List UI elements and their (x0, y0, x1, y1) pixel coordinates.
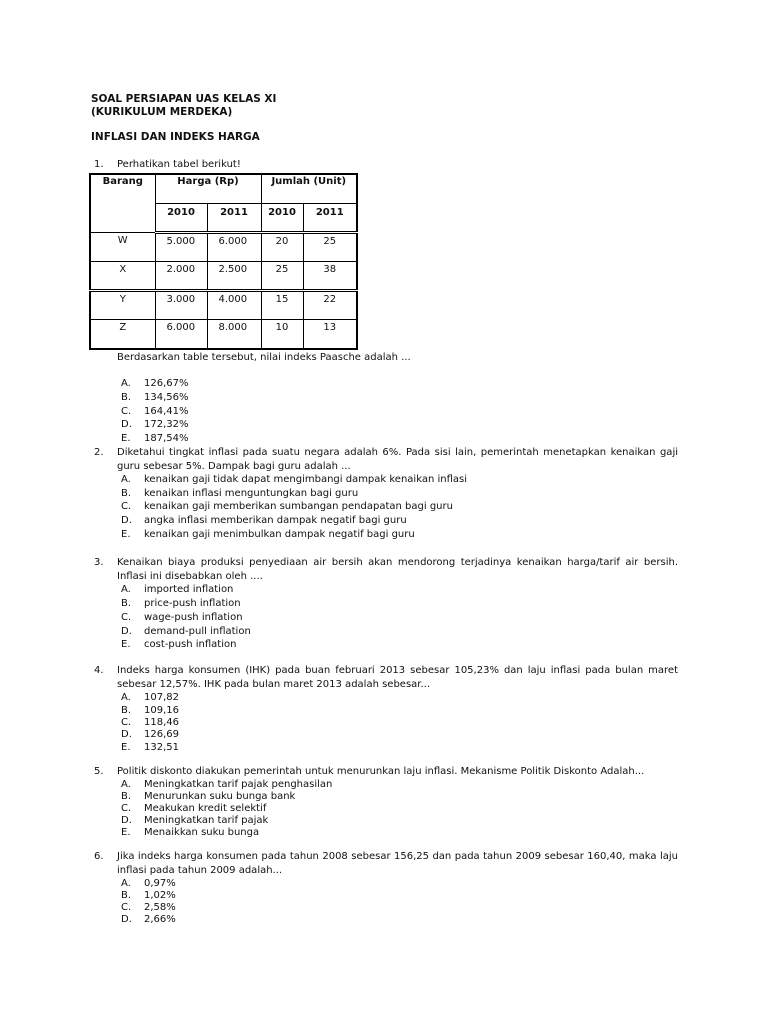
answer-option: D. 172,32% (121, 419, 189, 430)
answer-option: A. kenaikan gaji tidak dapat mengimbangi dampak kenaikan inflasi (121, 474, 467, 485)
answer-option: B. Menurunkan suku bunga bank (121, 791, 296, 802)
table-header-year: 2011 (303, 203, 357, 232)
answer-option: C. 2,58% (121, 902, 176, 913)
table-header-year: 2010 (155, 203, 207, 232)
table-cell: 38 (303, 261, 357, 290)
question-number: 3. (94, 557, 104, 568)
table-row (90, 320, 357, 349)
answer-option: C. 118,46 (121, 717, 179, 728)
answer-option: A. 126,67% (121, 378, 189, 389)
answer-option: C. 164,41% (121, 406, 189, 417)
answer-option: B. price-push inflation (121, 598, 241, 609)
answer-option: B. 1,02% (121, 890, 176, 901)
answer-option: B. kenaikan inflasi menguntungkan bagi guru (121, 488, 359, 499)
question-text: Kenaikan biaya produksi penyediaan air bersih akan mendorong terjadinya kenaikan harga/tarif air bersih. Inflasi ini disebabkan oleh .... (117, 557, 678, 582)
question-text: Berdasarkan table tersebut, nilai indeks Paasche adalah ... (117, 352, 411, 363)
answer-option: A. 0,97% (121, 878, 176, 889)
doc-title: SOAL PERSIAPAN UAS KELAS XI (91, 93, 277, 105)
answer-option: C. kenaikan gaji memberikan sumbangan pendapatan bagi guru (121, 501, 453, 512)
table-cell: 10 (261, 320, 303, 349)
table-cell: 6.000 (207, 232, 261, 261)
answer-option: D. angka inflasi memberikan dampak negatif bagi guru (121, 515, 407, 526)
answer-option: E. 132,51 (121, 742, 179, 753)
question-intro: Perhatikan tabel berikut! (117, 159, 241, 170)
table-cell: 22 (303, 291, 357, 320)
table-header-barang: Barang (90, 174, 155, 232)
table-cell: Z (90, 320, 155, 349)
question-text: Jika indeks harga konsumen pada tahun 2008 sebesar 156,25 dan pada tahun 2009 sebesar 160,40, maka laju inflasi pada tahun 2009 adalah... (117, 851, 678, 876)
question-text: Indeks harga konsumen (IHK) pada buan februari 2013 sebesar 105,23% dan laju inflasi pada bulan maret sebesar 12,57%. IHK pada bulan maret 2013 adalah sebesar... (117, 665, 678, 690)
answer-option: C. Meakukan kredit selektif (121, 803, 267, 814)
answer-option: E. Menaikkan suku bunga (121, 827, 260, 838)
table-row (90, 232, 357, 261)
table-cell: 3.000 (155, 291, 207, 320)
table-cell: 25 (261, 261, 303, 290)
table-cell: 6.000 (155, 320, 207, 349)
topic-heading: INFLASI DAN INDEKS HARGA (91, 131, 260, 143)
answer-option: B. 109,16 (121, 705, 179, 716)
answer-option: D. Meningkatkan tarif pajak (121, 815, 269, 826)
table-header-jumlah: Jumlah (Unit) (261, 174, 357, 203)
table-cell: 5.000 (155, 232, 207, 261)
table-header-year: 2011 (207, 203, 261, 232)
question-text: Politik diskonto diakukan pemerintah untuk menurunkan laju inflasi. Mekanisme Politik Diskonto Adalah... (117, 766, 645, 777)
question-text: Diketahui tingkat inflasi pada suatu negara adalah 6%. Pada sisi lain, pemerintah menetapkan kenaikan gaji guru sebesar 5%. Dampak bagi guru adalah ... (117, 447, 678, 472)
answer-option: D. 2,66% (121, 914, 176, 925)
question-number: 6. (94, 851, 104, 862)
table-cell: 15 (261, 291, 303, 320)
table-header-harga: Harga (Rp) (155, 174, 261, 203)
table-cell: 4.000 (207, 291, 261, 320)
answer-option: A. Meningkatkan tarif pajak penghasilan (121, 779, 333, 790)
table-cell: 2.500 (207, 261, 261, 290)
answer-option: C. wage-push inflation (121, 612, 243, 623)
question-number: 1. (94, 159, 104, 170)
table-cell: 2.000 (155, 261, 207, 290)
table-cell: W (90, 232, 155, 261)
answer-option: D. 126,69 (121, 729, 179, 740)
table-cell: 13 (303, 320, 357, 349)
question-number: 5. (94, 766, 104, 777)
table-cell: X (90, 261, 155, 290)
table-row (90, 261, 357, 290)
table-cell: 8.000 (207, 320, 261, 349)
answer-option: E. cost-push inflation (121, 639, 237, 650)
answer-option: A. imported inflation (121, 584, 234, 595)
answer-option: A. 107,82 (121, 692, 179, 703)
table-cell: 20 (261, 232, 303, 261)
data-table (89, 173, 358, 350)
doc-subtitle: (KURIKULUM MERDEKA) (91, 106, 233, 118)
table-row (90, 291, 357, 320)
answer-option: B. 134,56% (121, 392, 189, 403)
answer-option: D. demand-pull inflation (121, 626, 251, 637)
answer-option: E. kenaikan gaji menimbulkan dampak negatif bagi guru (121, 529, 415, 540)
table-header-year: 2010 (261, 203, 303, 232)
question-number: 2. (94, 447, 104, 458)
table-cell: 25 (303, 232, 357, 261)
table-cell: Y (90, 291, 155, 320)
question-number: 4. (94, 665, 104, 676)
answer-option: E. 187,54% (121, 433, 189, 444)
